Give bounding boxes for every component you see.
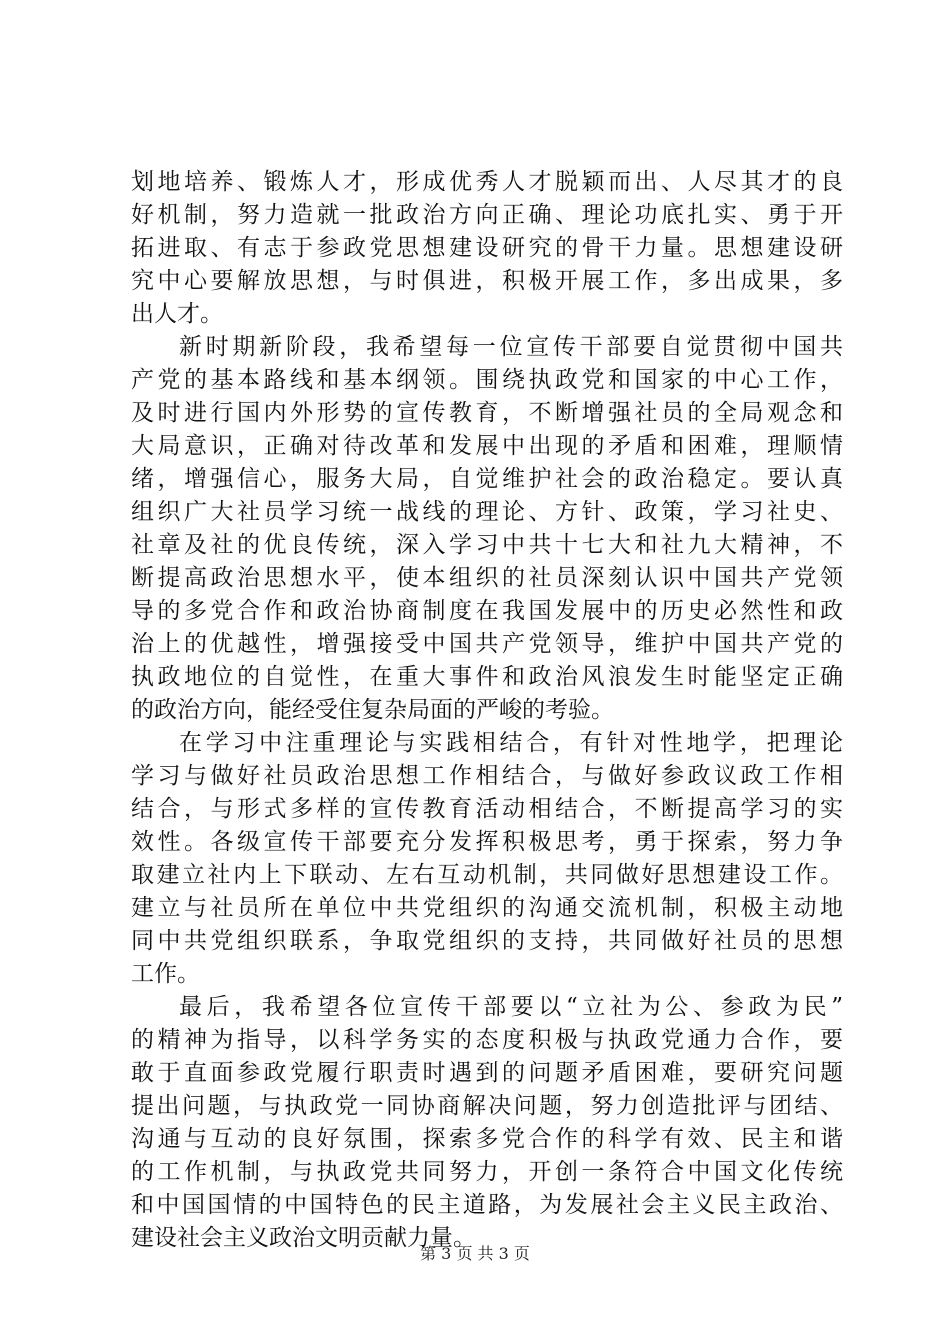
text-line: 组织广大社员学习统一战线的理论、方针、政策，学习社史、 — [131, 499, 843, 525]
text-line: 提出问题，与执政党一同协商解决问题，努力创造批评与团结、 — [131, 1093, 843, 1119]
text-line: 的精神为指导，以科学务实的态度积极与执政党通力合作，要 — [131, 1027, 843, 1053]
paragraph — [131, 331, 843, 727]
text-line: 拓进取、有志于参政党思想建设研究的骨干力量。思想建设研 — [131, 235, 843, 261]
text-line: 和中国国情的中国特色的民主道路，为发展社会主义民主政治、 — [131, 1192, 843, 1218]
body-text — [131, 166, 843, 1255]
text-line: 最后，我希望各位宣传干部要以“立社为公、参政为民” — [179, 994, 843, 1020]
text-line: 大局意识，正确对待改革和发展中出现的矛盾和困难，理顺情 — [131, 433, 843, 459]
text-line: 的政治方向，能经受住复杂局面的严峻的考验。 — [131, 697, 614, 723]
text-line: 建设社会主义政治文明贡献力量。 — [131, 1225, 476, 1251]
text-line: 建立与社员所在单位中共党组织的沟通交流机制，积极主动地 — [131, 895, 843, 921]
text-line: 的工作机制，与执政党共同努力，开创一条符合中国文化传统 — [131, 1159, 843, 1185]
text-line: 导的多党合作和政治协商制度在我国发展中的历史必然性和政 — [131, 598, 843, 624]
text-line: 及时进行国内外形势的宣传教育，不断增强社员的全局观念和 — [131, 400, 843, 426]
text-line: 究中心要解放思想，与时俱进，积极开展工作，多出成果，多 — [131, 268, 843, 294]
text-line: 新时期新阶段，我希望每一位宣传干部要自觉贯彻中国共 — [179, 334, 843, 360]
text-line: 治上的优越性，增强接受中国共产党领导，维护中国共产党的 — [131, 631, 843, 657]
text-line: 执政地位的自觉性，在重大事件和政治风浪发生时能坚定正确 — [131, 664, 843, 690]
page-footer: 第 3 页 共 3 页 — [420, 1244, 530, 1263]
text-line: 沟通与互动的良好氛围，探索多党合作的科学有效、民主和谐 — [131, 1126, 843, 1152]
text-line: 出人才。 — [131, 301, 223, 327]
text-line: 产党的基本路线和基本纲领。围绕执政党和国家的中心工作， — [131, 367, 843, 393]
text-line: 在学习中注重理论与实践相结合，有针对性地学，把理论 — [179, 730, 843, 756]
text-line: 敢于直面参政党履行职责时遇到的问题矛盾困难，要研究问题 — [131, 1060, 843, 1086]
text-line: 划地培养、锻炼人才，形成优秀人才脱颖而出、人尽其才的良 — [131, 169, 843, 195]
text-line: 学习与做好社员政治思想工作相结合，与做好参政议政工作相 — [131, 763, 843, 789]
text-line: 取建立社内上下联动、左右互动机制，共同做好思想建设工作。 — [131, 862, 843, 888]
paragraph — [131, 727, 843, 991]
paragraph — [131, 991, 843, 1255]
text-line: 断提高政治思想水平，使本组织的社员深刻认识中国共产党领 — [131, 565, 843, 591]
paragraph — [131, 166, 843, 331]
text-line: 同中共党组织联系，争取党组织的支持，共同做好社员的思想 — [131, 928, 843, 954]
text-line: 社章及社的优良传统，深入学习中共十七大和社九大精神，不 — [131, 532, 843, 558]
text-line: 工作。 — [131, 961, 200, 987]
text-line: 好机制，努力造就一批政治方向正确、理论功底扎实、勇于开 — [131, 202, 843, 228]
text-line: 结合，与形式多样的宣传教育活动相结合，不断提高学习的实 — [131, 796, 843, 822]
text-line: 绪，增强信心，服务大局，自觉维护社会的政治稳定。要认真 — [131, 466, 843, 492]
text-line: 效性。各级宣传干部要充分发挥积极思考，勇于探索，努力争 — [131, 829, 843, 855]
